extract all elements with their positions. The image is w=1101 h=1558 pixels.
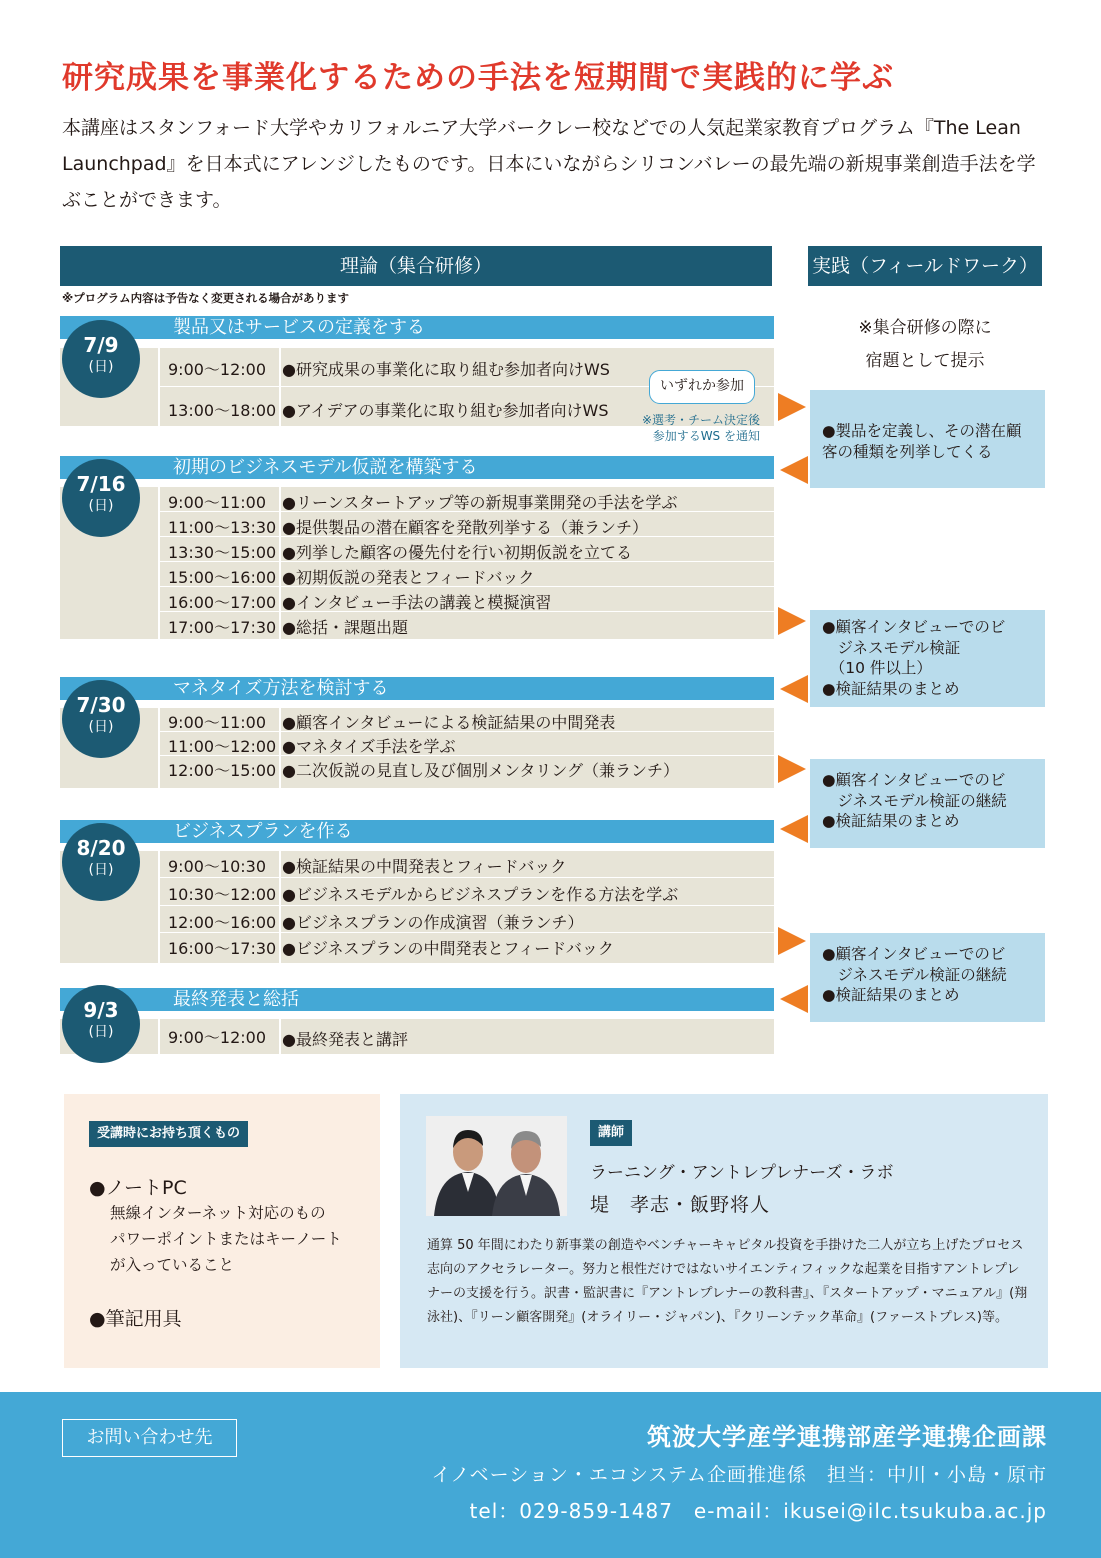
- table-row: [160, 512, 774, 537]
- bring-item-stationery: ●筆記用具: [89, 1308, 182, 1330]
- row-desc: ●アイデアの事業化に取り組む参加者向けWS: [282, 401, 609, 420]
- bring-item-laptop: ●ノートPC: [89, 1177, 187, 1199]
- fieldwork-line: ジネスモデル検証: [822, 638, 961, 657]
- fieldwork-line: ジネスモデル検証の継続: [822, 791, 1007, 810]
- bring-tag: 受講時にお持ち頂くもの: [89, 1121, 248, 1147]
- row-time: 11:00〜12:00: [168, 737, 277, 756]
- fieldwork-line: ジネスモデル検証の継続: [822, 965, 1007, 984]
- table-row: [160, 612, 774, 639]
- divider: [279, 348, 281, 386]
- bring-item-laptop-detail: [110, 1200, 370, 1278]
- divider: [279, 933, 281, 963]
- row-time: 12:00〜15:00: [168, 761, 277, 780]
- table-row: [160, 933, 774, 963]
- date-text: 9/3: [83, 998, 119, 1022]
- arrow-right-icon: [778, 607, 806, 635]
- lecturer-photo: [426, 1116, 567, 1216]
- practice-note-line: 宿題として提示: [865, 351, 985, 371]
- date-badge: [62, 823, 140, 901]
- session-0820: [60, 820, 774, 963]
- footer-dept: イノベーション・エコシステム企画推進係 担当：中川・小島・原市: [431, 1464, 1047, 1486]
- either-note: [628, 412, 760, 444]
- fieldwork-line: ●検証結果のまとめ: [822, 679, 960, 698]
- weekday-text: (日): [88, 359, 114, 375]
- row-time: 13:00〜18:00: [168, 401, 277, 420]
- fieldwork-line: ●顧客インタビューでのビ: [822, 771, 1006, 789]
- session-body: [60, 1019, 774, 1054]
- row-desc: ●インタビュー手法の講義と模擬演習: [282, 593, 552, 612]
- divider: [279, 537, 281, 561]
- lecturer-description: 通算 50 年間にわたり新事業の創造やベンチャーキャピタル投資を手掛けた二人が立ち上げたプロセス志向のアクセラレーター。努力と根性だけではないサイエンティフィックな起業を目指すアントレプレナーの支援を行う。訳書・監訳書に『アントレプレナーの教科書』、『スタートアップ・マニュアル』(翔泳社)、『リーン顧客開発』(オライリー・ジャパン)、『クリーンテック革命』(ファーストプレス)等。: [427, 1238, 1028, 1325]
- table-row: [160, 1019, 774, 1054]
- session-body: [60, 708, 774, 788]
- date-text: 7/16: [76, 472, 126, 496]
- practice-note: [830, 312, 1020, 378]
- either-badge: いずれか参加: [649, 370, 755, 404]
- date-badge: [62, 320, 140, 398]
- fieldwork-box: [810, 610, 1045, 707]
- divider: [279, 756, 281, 788]
- headline: 研究成果を事業化するための手法を短期間で実践的に学ぶ: [62, 60, 894, 96]
- fieldwork-line: ●顧客インタビューでのビ: [822, 945, 1006, 963]
- table-row: [160, 487, 774, 512]
- row-time: 9:00〜10:30: [168, 857, 267, 876]
- row-time: 13:30〜15:00: [168, 543, 277, 562]
- date-badge: [62, 985, 140, 1063]
- arrow-left-icon: [780, 456, 808, 484]
- fieldwork-line: ●検証結果のまとめ: [822, 986, 960, 1004]
- session-body: [60, 487, 774, 639]
- divider: [279, 906, 281, 932]
- session-title-bar: マネタイズ方法を検討する: [60, 677, 774, 700]
- table-row: [160, 537, 774, 562]
- intro-text: 本講座はスタンフォード大学やカリフォルニア大学バークレー校などでの人気起業家教育プログラム『The Lean Launchpad』を日本式にアレンジしたものです。日本にいながらシリコンバレーの最先端の新規事業創造手法を学ぶことができます。: [62, 117, 1036, 211]
- session-title-bar: 初期のビジネスモデル仮説を構築する: [60, 456, 774, 479]
- row-desc: ●提供製品の潜在顧客を発散列挙する（兼ランチ）: [282, 518, 648, 537]
- row-desc: ●ビジネスモデルからビジネスプランを作る方法を学ぶ: [282, 885, 679, 904]
- row-desc: ●列挙した顧客の優先付を行い初期仮説を立てる: [282, 543, 632, 562]
- practice-header: 実践（フィールドワーク）: [808, 246, 1042, 286]
- divider: [279, 487, 281, 511]
- weekday-text: (日): [88, 498, 114, 514]
- fieldwork-line: （10 件以上）: [822, 659, 932, 677]
- fieldwork-line: 客の種類を列挙してくる: [822, 442, 993, 461]
- fieldwork-line: ●顧客インタビューでのビ: [822, 618, 1006, 636]
- fieldwork-box: [810, 390, 1045, 488]
- lecturer-panel: [400, 1094, 1048, 1368]
- row-desc: ●検証結果の中間発表とフィードバック: [282, 857, 567, 876]
- lecturer-names: 堤 孝志・飯野将人: [590, 1194, 771, 1216]
- session-title-bar: 最終発表と総括: [60, 988, 774, 1011]
- lecturers-photo-image: [426, 1116, 567, 1216]
- arrow-right-icon: [778, 393, 806, 421]
- table-row: [160, 562, 774, 587]
- practice-note-line: ※集合研修の際に: [858, 318, 992, 338]
- row-time: 16:00〜17:00: [168, 593, 277, 612]
- date-text: 8/20: [76, 836, 126, 860]
- divider: [279, 1019, 281, 1054]
- contact-label: お問い合わせ先: [62, 1419, 237, 1457]
- row-time: 9:00〜11:00: [168, 493, 267, 512]
- arrow-right-icon: [778, 755, 806, 783]
- table-row: [160, 756, 774, 788]
- table-row: [160, 708, 774, 732]
- divider: [279, 708, 281, 731]
- detail-line: が入っていること: [110, 1256, 235, 1274]
- fieldwork-line: ●検証結果のまとめ: [822, 812, 960, 830]
- date-badge: [62, 680, 140, 758]
- divider: [279, 612, 281, 639]
- date-badge: [62, 459, 140, 537]
- session-title-bar: 製品又はサービスの定義をする: [60, 316, 774, 339]
- lecturer-tag: 講師: [590, 1120, 632, 1146]
- weekday-text: (日): [88, 862, 114, 878]
- date-text: 7/9: [83, 333, 119, 357]
- divider: [279, 851, 281, 877]
- fieldwork-box: [810, 933, 1045, 1022]
- row-desc: ●リーンスタートアップ等の新規事業開発の手法を学ぶ: [282, 493, 678, 512]
- program-note: ※プログラム内容は予告なく変更される場合があります: [62, 291, 350, 305]
- fieldwork-line: ●製品を定義し、その潜在顧: [822, 422, 1022, 440]
- divider: [279, 878, 281, 905]
- table-row: [160, 587, 774, 612]
- either-note-line: ※選考・チーム決定後: [641, 413, 760, 427]
- divider: [279, 562, 281, 586]
- table-row: [160, 732, 774, 756]
- either-note-line: 参加するWS を通知: [652, 429, 760, 443]
- row-time: 9:00〜12:00: [168, 1028, 267, 1047]
- row-time: 9:00〜12:00: [168, 360, 267, 379]
- session-body: [60, 851, 774, 963]
- session-0903: [60, 988, 774, 1056]
- row-time: 16:00〜17:30: [168, 939, 277, 958]
- arrow-left-icon: [780, 985, 808, 1013]
- row-desc: ●最終発表と講評: [282, 1030, 408, 1049]
- row-desc: ●ビジネスプランの中間発表とフィードバック: [282, 939, 614, 958]
- fieldwork-box: [810, 759, 1045, 848]
- row-desc: ●総括・課題出題: [282, 618, 408, 637]
- row-time: 17:00〜17:30: [168, 618, 277, 637]
- footer-org: 筑波大学産学連携部産学連携企画課: [647, 1423, 1047, 1451]
- row-desc: ●マネタイズ手法を学ぶ: [282, 737, 456, 756]
- row-time: 11:00〜13:30: [168, 518, 277, 537]
- footer-contact-line: tel：029-859-1487 e-mail：ikusei@ilc.tsukuba.ac.jp: [469, 1499, 1047, 1523]
- arrow-left-icon: [780, 675, 808, 703]
- row-desc: ●顧客インタビューによる検証結果の中間発表: [282, 713, 616, 732]
- detail-line: 無線インターネット対応のもの: [110, 1204, 326, 1222]
- bring-panel: [64, 1094, 380, 1368]
- divider: [279, 387, 281, 426]
- row-time: 9:00〜11:00: [168, 713, 267, 732]
- table-row: [160, 851, 774, 878]
- row-desc: ●ビジネスプランの作成演習（兼ランチ）: [282, 913, 584, 932]
- weekday-text: (日): [88, 719, 114, 735]
- row-desc: ●初期仮説の発表とフィードバック: [282, 568, 535, 587]
- session-0716: [60, 456, 774, 640]
- lecturer-org: ラーニング・アントレプレナーズ・ラボ: [590, 1163, 894, 1183]
- session-0730: [60, 677, 774, 789]
- table-row: [160, 878, 774, 906]
- row-desc: ●研究成果の事業化に取り組む参加者向けWS: [282, 360, 610, 379]
- row-desc: ●二次仮説の見直し及び個別メンタリング（兼ランチ）: [282, 761, 680, 780]
- arrow-right-icon: [778, 927, 806, 955]
- divider: [279, 512, 281, 536]
- arrow-left-icon: [780, 815, 808, 843]
- footer: [0, 1392, 1101, 1558]
- table-row: [160, 906, 774, 933]
- row-time: 15:00〜16:00: [168, 568, 277, 587]
- row-time: 12:00〜16:00: [168, 913, 277, 932]
- theory-header: 理論（集合研修）: [60, 246, 772, 286]
- date-text: 7/30: [76, 693, 126, 717]
- weekday-text: (日): [88, 1024, 114, 1040]
- detail-line: パワーポイントまたはキーノート: [110, 1230, 342, 1248]
- row-time: 10:30〜12:00: [168, 885, 277, 904]
- divider: [279, 732, 281, 755]
- divider: [279, 587, 281, 611]
- session-title-bar: ビジネスプランを作る: [60, 820, 774, 843]
